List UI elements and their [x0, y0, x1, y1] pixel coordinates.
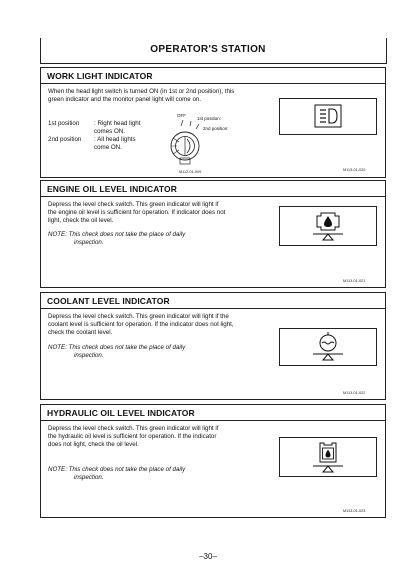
switch-knob-icon	[149, 112, 239, 174]
note-line-1: This check does not take the place of daily	[68, 466, 186, 473]
section-title-rule	[41, 196, 385, 197]
figure-code: M113-01-023	[343, 509, 366, 513]
switch-figure-code: M112-01-009	[179, 170, 202, 174]
section-note	[48, 466, 223, 482]
figure-code: M113-01-020	[343, 168, 366, 172]
section-coolant-level-indicator	[40, 292, 386, 400]
head-light-icon	[280, 99, 376, 134]
section-title-rule	[41, 420, 385, 421]
position-1-text: : Right head light comes ON.	[94, 120, 141, 136]
switch-1st-label: 1st position:	[197, 116, 222, 121]
header-rule	[40, 63, 387, 64]
section-title: ENGINE OIL LEVEL INDICATOR	[47, 184, 177, 194]
page-title: OPERATOR'S STATION	[150, 44, 266, 55]
switch-2nd-label: 2nd position:	[203, 126, 229, 131]
indicator-panel	[279, 437, 377, 477]
note-line-2: inspection.	[74, 239, 104, 247]
coolant-level-icon	[280, 329, 376, 365]
section-note	[48, 344, 223, 360]
position-1-label: 1st position	[48, 120, 80, 127]
indicator-panel	[279, 328, 377, 366]
section-body: Depress the level check switch. This green indicator will light if the hydraulic oil level is sufficient for operation. If the indicator does not light, check the oil level.	[48, 425, 219, 449]
position-2-text: : All head lights come ON.	[94, 136, 136, 152]
indicator-panel	[279, 206, 377, 246]
head-light-switch-illustration	[149, 112, 239, 174]
section-title-rule	[41, 83, 385, 84]
note-prefix: NOTE:	[48, 231, 67, 238]
figure-code: M113-01-022	[343, 391, 366, 395]
section-hydraulic-oil-level-indicator	[40, 404, 386, 518]
section-body: Depress the level check switch. This green indicator will light if the coolant level is sufficient for operation. If the indicator does not light, check the coolant level.	[48, 313, 234, 337]
indicator-panel	[279, 98, 377, 135]
section-note	[48, 231, 223, 247]
section-title: WORK LIGHT INDICATOR	[47, 71, 153, 81]
section-engine-oil-level-indicator	[40, 180, 386, 288]
switch-off-label: OFF	[177, 113, 186, 118]
section-body: Depress the level check switch. This green indicator will light if the engine oil level is sufficient for operation. If indicator does not light, check the oil level.	[48, 201, 226, 225]
note-prefix: NOTE:	[48, 466, 67, 473]
section-title: HYDRAULIC OIL LEVEL INDICATOR	[47, 408, 195, 418]
section-title: COOLANT LEVEL INDICATOR	[47, 296, 170, 306]
note-line-2: inspection.	[74, 352, 104, 360]
note-line-2: inspection.	[74, 474, 104, 482]
section-title-rule	[41, 308, 385, 309]
position-2-label: 2nd position	[48, 136, 82, 143]
note-line-1: This check does not take the place of daily	[68, 344, 186, 351]
note-line-1: This check does not take the place of daily	[68, 231, 186, 238]
page-number: –30–	[199, 552, 217, 561]
hydraulic-oil-level-icon	[280, 438, 376, 476]
note-prefix: NOTE:	[48, 344, 67, 351]
engine-oil-level-icon	[280, 207, 376, 245]
figure-code: M113-01-021	[343, 279, 366, 283]
section-work-light-indicator	[40, 67, 386, 178]
section-body: When the head light switch is turned ON (in 1st or 2nd position), this green indicator and the monitor panel light will come on.	[48, 88, 235, 104]
